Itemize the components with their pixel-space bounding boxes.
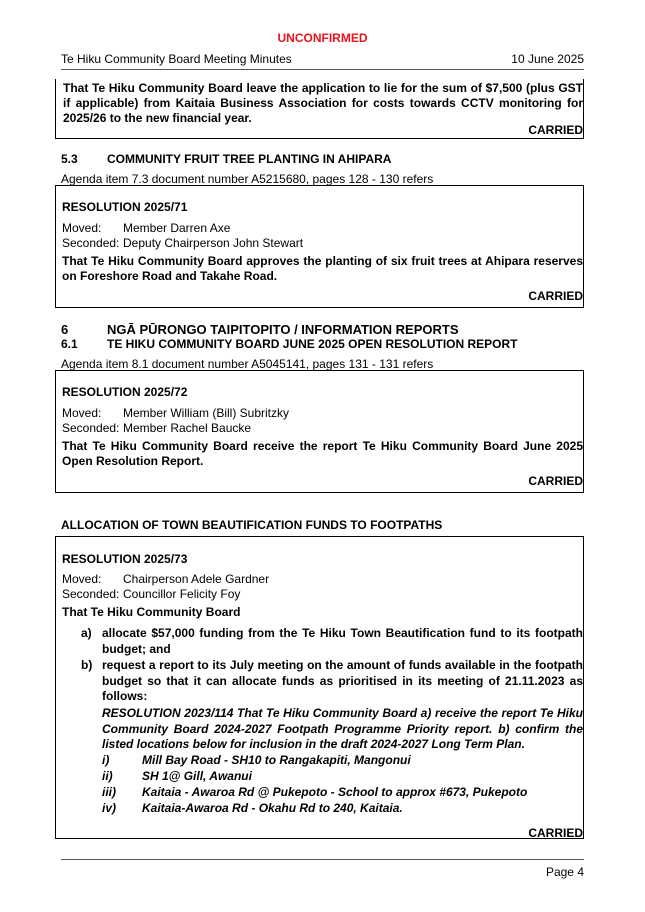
list-subitem: SH 1@ Gill, Awanui	[142, 769, 252, 783]
resolution-number: RESOLUTION 2025/72	[62, 385, 188, 399]
seconded-row	[62, 421, 251, 436]
section-heading-6-1	[61, 337, 518, 351]
header-rule	[61, 69, 584, 70]
moved-label: Moved:	[62, 221, 102, 235]
subitem-marker: iii)	[102, 785, 116, 799]
resolution-text: That Te Hiku Community Board receive the report Te Hiku Community Board June 2025 Open Resolution Report.	[62, 439, 583, 468]
subitem-marker: ii)	[102, 769, 113, 783]
carried-label: CARRIED	[528, 289, 583, 303]
moved-label: Moved:	[62, 406, 102, 420]
section-number: 6	[61, 322, 69, 337]
carried-label: CARRIED	[528, 826, 583, 840]
section-title: COMMUNITY FRUIT TREE PLANTING IN AHIPARA	[107, 152, 392, 166]
seconded-row	[62, 236, 303, 251]
resolution-text: That Te Hiku Community Board leave the application to lie for the sum of $7,500 (plus GST if applicable) from Kaitaia Business Association for costs towards CCTV monitoring for 2025/26 to the new financial year.	[63, 81, 583, 125]
item-marker: a)	[81, 626, 92, 640]
moved-row	[62, 572, 269, 587]
moved-row	[62, 406, 289, 421]
page-header	[61, 52, 584, 66]
section-title: NGĀ PŪRONGO TAIPITOPITO / INFORMATION REPORTS	[107, 322, 459, 337]
moved-row	[62, 221, 230, 236]
header-title: Te Hiku Community Board Meeting Minutes	[61, 52, 292, 66]
list-subitem: Mill Bay Road - SH10 to Rangakapiti, Mangonui	[142, 753, 411, 767]
header-date: 10 June 2025	[511, 52, 584, 66]
item-marker: b)	[81, 658, 93, 672]
section-number: 5.3	[61, 152, 78, 166]
resolution-text: That Te Hiku Community Board approves the planting of six fruit trees at Ahipara reserves on Foreshore Road and Takahe Road.	[62, 254, 583, 283]
list-subitem: Kaitaia - Awaroa Rd @ Pukepoto - School to approx #673, Pukepoto	[142, 785, 528, 799]
list-item: allocate $57,000 funding from the Te Hiku Town Beautification fund to its footpath budget; and	[102, 626, 583, 656]
quoted-resolution: RESOLUTION 2023/114 That Te Hiku Community Board a) receive the report Te Hiku Community Board 2024-2027 Footpath Programme Priority report. b) confirm the listed locations below for inclusion in the draft 2024-2027 Long Term Plan.	[102, 706, 583, 751]
list-subitem: Kaitaia-Awaroa Rd - Okahu Rd to 240, Kaitaia.	[142, 801, 403, 815]
seconded-label: Seconded:	[62, 587, 120, 601]
seconded-row	[62, 587, 240, 602]
seconded-value: Deputy Chairperson John Stewart	[123, 236, 304, 250]
section-number: 6.1	[61, 337, 78, 351]
resolution-box-2025-71	[55, 185, 584, 308]
unconfirmed-banner: UNCONFIRMED	[277, 31, 368, 45]
moved-value: Member Darren Axe	[123, 221, 231, 235]
carried-label: CARRIED	[528, 474, 583, 488]
moved-label: Moved:	[62, 572, 102, 586]
resolution-number: RESOLUTION 2025/71	[62, 200, 188, 214]
section-heading-6	[61, 322, 459, 337]
seconded-value: Councillor Felicity Foy	[123, 587, 241, 601]
moved-value: Member William (Bill) Subritzky	[123, 406, 290, 420]
moved-value: Chairperson Adele Gardner	[123, 572, 270, 586]
resolution-number: RESOLUTION 2025/73	[62, 552, 188, 566]
resolution-box-continued	[55, 79, 584, 139]
seconded-label: Seconded:	[62, 236, 120, 250]
seconded-label: Seconded:	[62, 421, 120, 435]
agenda-reference: Agenda item 7.3 document number A5215680, pages 128 - 130 refers	[61, 172, 434, 186]
section-heading-5-3	[61, 152, 391, 166]
footer-rule	[61, 859, 584, 860]
list-item: request a report to its July meeting on the amount of funds available in the footpath budget so that it can allocate funds as prioritised in its meeting of 21.11.2023 as follows:	[102, 658, 583, 703]
subitem-marker: iv)	[102, 801, 117, 815]
page-number: Page 4	[545, 865, 584, 879]
resolution-box-2025-72	[55, 370, 584, 493]
resolution-intro: That Te Hiku Community Board	[62, 605, 241, 619]
resolution-box-2025-73	[55, 536, 584, 839]
seconded-value: Member Rachel Baucke	[123, 421, 252, 435]
carried-label: CARRIED	[528, 123, 583, 137]
section-heading-allocation: ALLOCATION OF TOWN BEAUTIFICATION FUNDS TO FOOTPATHS	[61, 518, 443, 532]
agenda-reference: Agenda item 8.1 document number A5045141, pages 131 - 131 refers	[61, 357, 434, 371]
subitem-marker: i)	[102, 753, 110, 767]
section-title: TE HIKU COMMUNITY BOARD JUNE 2025 OPEN RESOLUTION REPORT	[107, 337, 518, 351]
